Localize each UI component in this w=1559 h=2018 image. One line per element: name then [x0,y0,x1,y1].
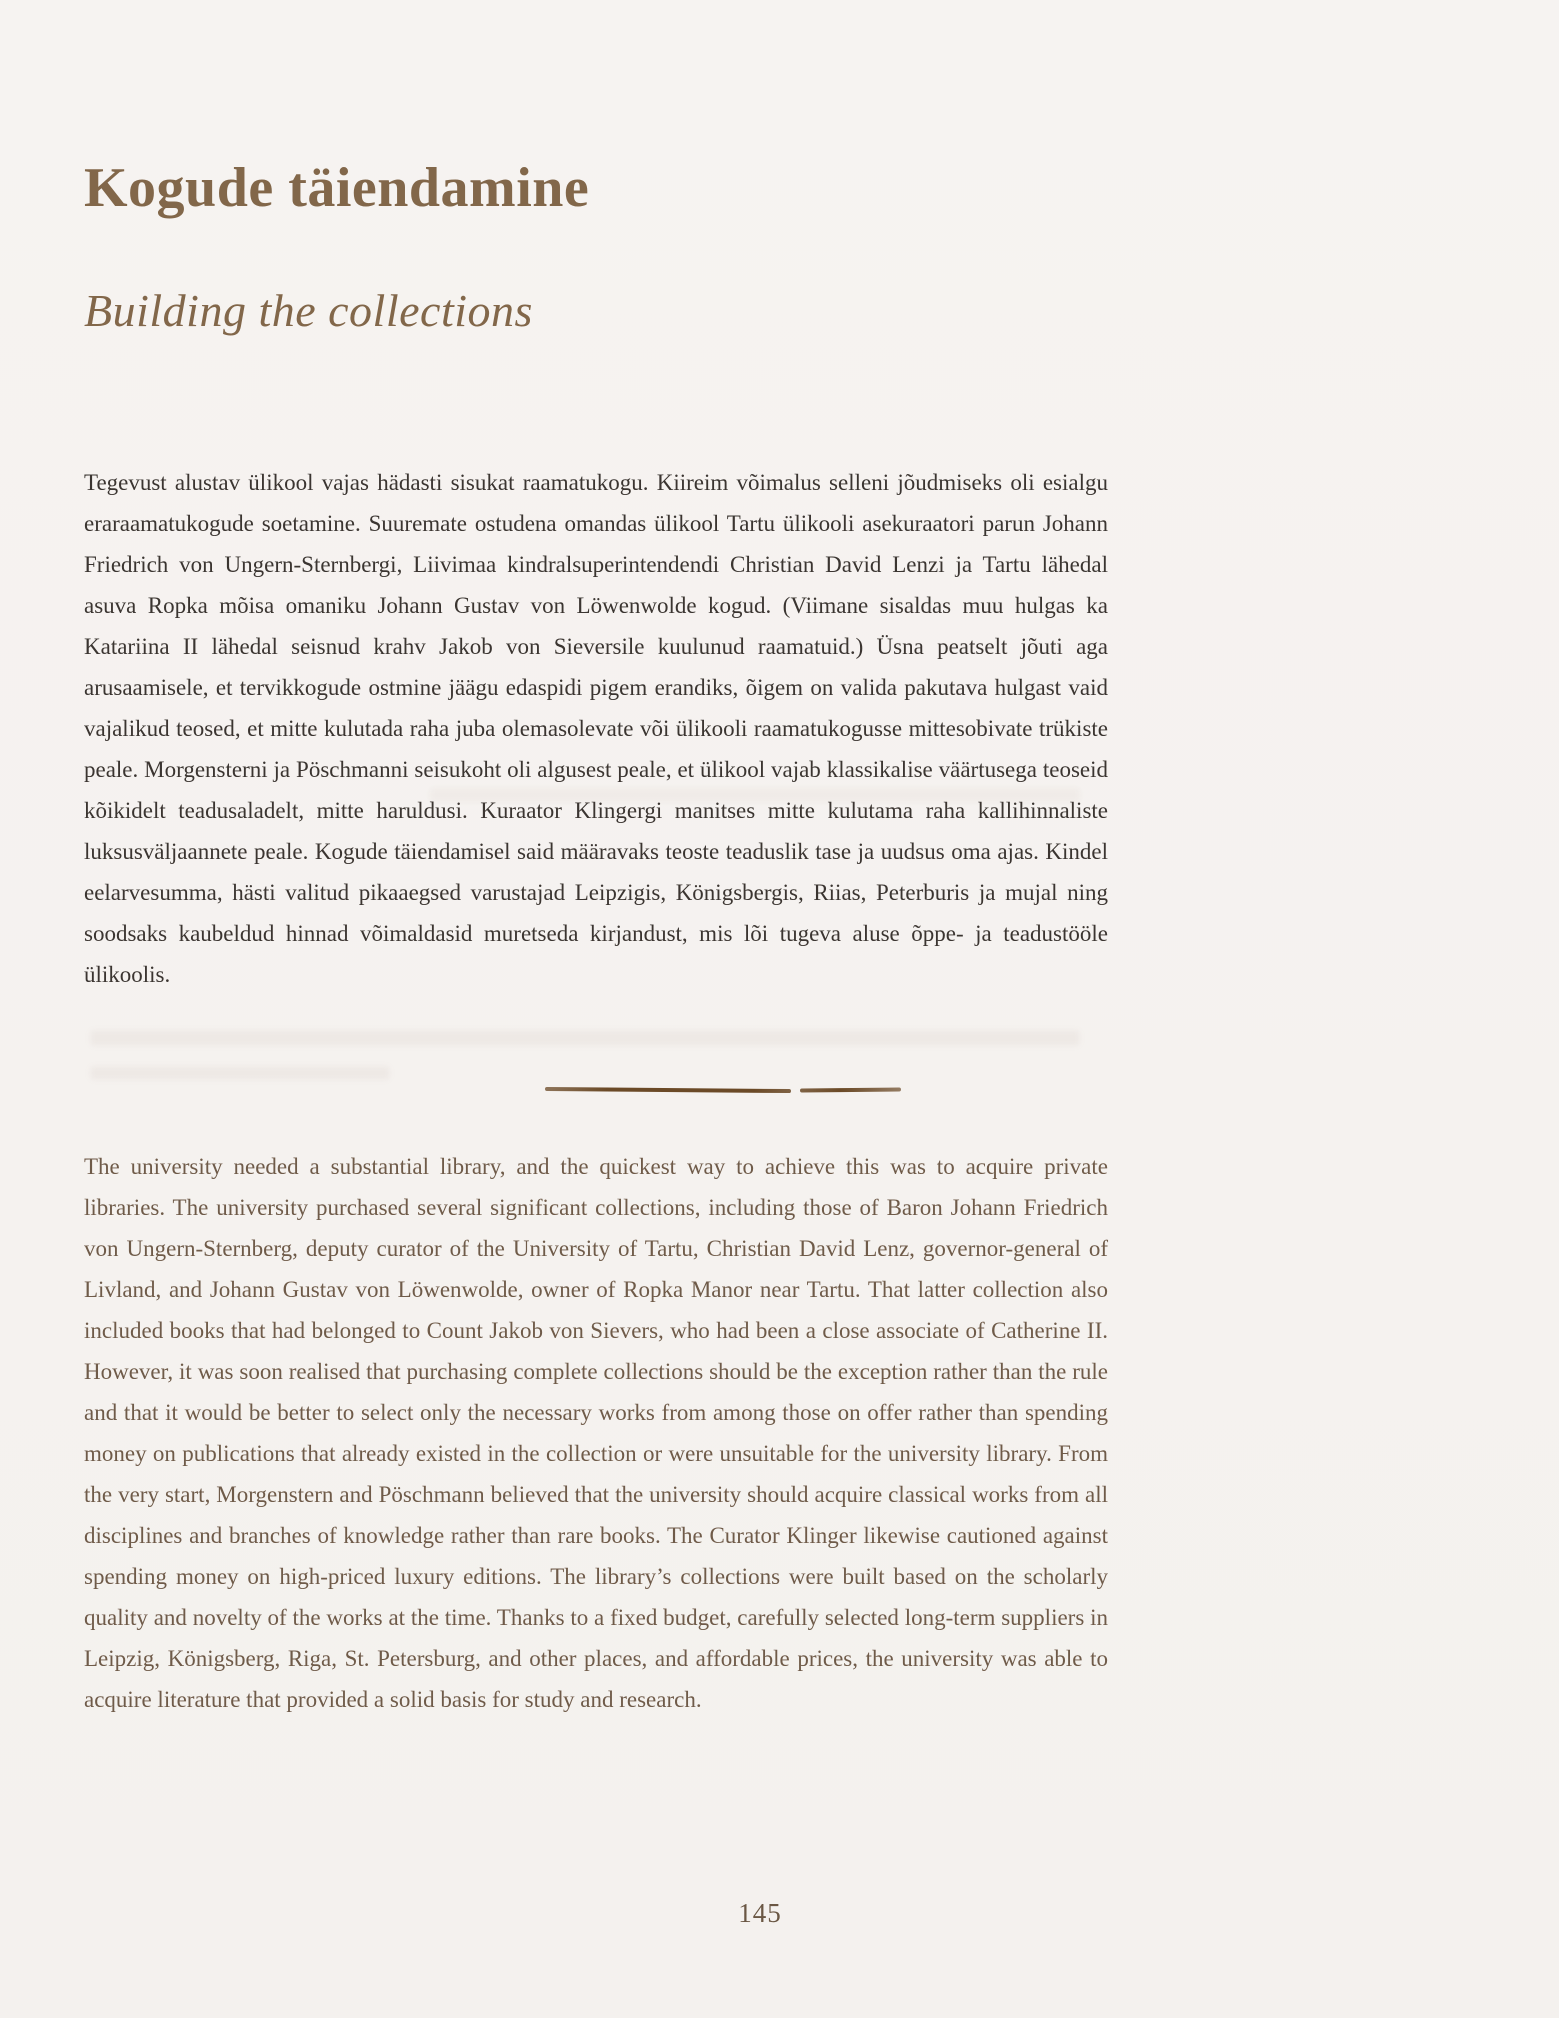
page-number: 145 [738,1898,782,1928]
page-title: Kogude täiendamine [84,157,590,219]
page-showthrough [90,1030,1080,1046]
paragraph-estonian: Tegevust alustav ülikool vajas hädasti sisukat raamatukogu. Kiireim võimalus selleni jõudmiseks oli esialgu eraraamatukogude soetamine. Suuremate ostudena omandas ülikool Tartu ülikooli asekuraatori parun Johann Friedrich von Ungern-Sternbergi, Liivimaa kindralsuperintendendi Christian David Lenzi ja Tartu lähedal asuva Ropka mõisa omaniku Johann Gustav von Löwenwolde kogud. (Viimane sisaldas muu hulgas ka Katariina II lähedal seisnud krahv Jakob von Sieversile kuulunud raamatuid.) Üsna peatselt jõuti aga arusaamisele, et tervikkogude ostmine jäägu edaspidi pigem erandiks, õigem on valida pakutava hulgast vaid vajalikud teosed, et mitte kulutada raha juba olemasolevate või ülikooli raamatukogusse mittesobivate trükiste peale. Morgensterni ja Pöschmanni seisukoht oli algusest peale, et ülikool vajab klassikalise väärtusega teoseid kõikidelt teadusaladelt, mitte haruldusi. Kuraator Klingergi manitses mitte kulutama raha kallihinnaliste luksusväljaannete peale. Kogude täiendamisel said määravaks teoste teaduslik tase ja uudsus oma ajas. Kindel eelarvesumma, hästi valitud pikaaegsed varustajad Leipzigis, Königsbergis, Riias, Peterburis ja mujal ning soodsaks kaubeldud hinnad võimaldasid muretseda kirjandust, mis lõi tugeva aluse õppe- ja teadustööle ülikoolis. [84,470,1108,987]
divider-stroke-right [800,1087,901,1092]
paragraph-english: The university needed a substantial library, and the quickest way to achieve this was to acquire private libraries. The university purchased several significant collections, including those of Baron Johann Friedrich von Ungern-Sternberg, deputy curator of the University of Tartu, Christian David Lenz, governor-general of Livland, and Johann Gustav von Löwenwolde, owner of Ropka Manor near Tartu. That latter collection also included books that had belonged to Count Jakob von Sievers, who had been a close associate of Catherine II. However, it was soon realised that purchasing complete collections should be the exception rather than the rule and that it would be better to select only the necessary works from among those on offer rather than spending money on publications that already existed in the collection or were unsuitable for the university library. From the very start, Morgenstern and Pöschmann believed that the university should acquire classical works from all disciplines and branches of knowledge rather than rare books. The Curator Klinger likewise cautioned against spending money on high-priced luxury editions. The library’s collections were built based on the scholarly quality and novelty of the works at the time. Thanks to a fixed budget, carefully selected long-term suppliers in Leipzig, Königsberg, Riga, St. Petersburg, and other places, and affordable prices, the university was able to acquire literature that provided a solid basis for study and research. [84,1154,1108,1712]
page-showthrough [90,1066,390,1080]
divider-stroke-left [545,1087,791,1093]
section-divider [545,1086,901,1094]
page-subtitle: Building the collections [84,285,533,336]
